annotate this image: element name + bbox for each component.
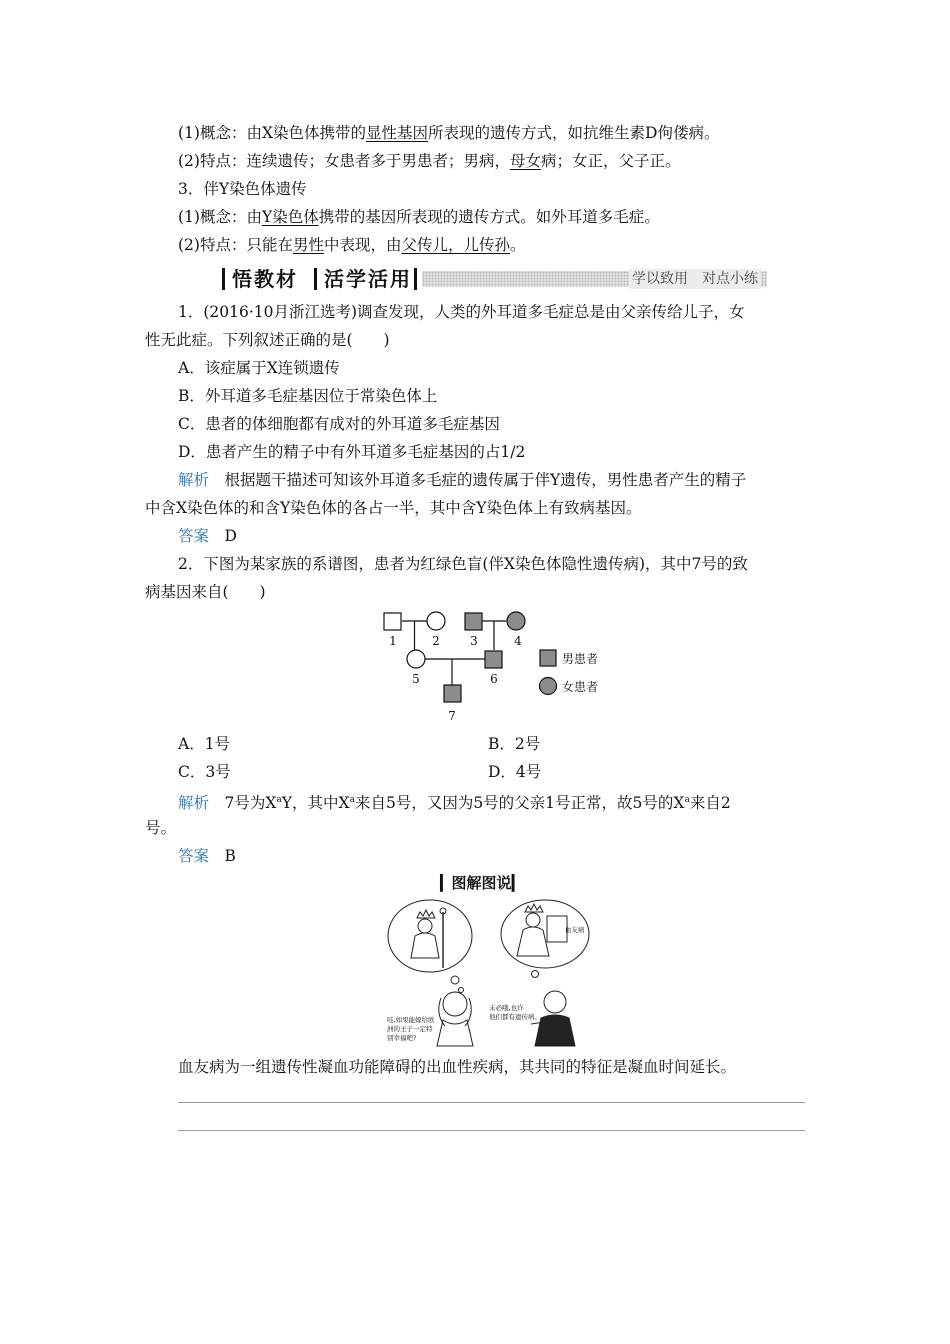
banner-bar-mid	[314, 268, 317, 290]
q1-answer-label: 答案	[178, 527, 210, 545]
figure-title: ▎图解图说▎	[440, 874, 524, 892]
book-icon	[547, 916, 567, 942]
label-1: 1	[389, 634, 397, 648]
q2-option-c: C．3号	[178, 763, 231, 781]
queen-head	[526, 913, 540, 927]
heading-y-linked: 3．伴Y染色体遗传	[178, 180, 307, 198]
q2-stem: 2．下图为某家族的系谱图，患者为红绿色盲(伴X染色体隐性遗传病)，其中7号的致	[178, 555, 748, 573]
individual-6-affected-male	[485, 651, 502, 668]
man-head	[544, 991, 566, 1013]
legend-affected-female-symbol	[540, 678, 557, 695]
feature-y-linked: (2)特点：只能在男性中表现，由父传儿，儿传孙。	[178, 236, 526, 254]
woman-speech-line-2: 洲的王子一定特	[387, 1025, 433, 1033]
feature-x-dominant: (2)特点：连续遗传；女患者多于男患者；男病，母女病；女正，父子正。	[178, 152, 681, 170]
banner-title-1: 悟教材	[232, 267, 298, 291]
individual-2-female	[427, 612, 445, 630]
q1-option-c: C．患者的体细胞都有成对的外耳道多毛症基因	[178, 415, 500, 433]
q2-option-b: B．2号	[488, 735, 541, 753]
man-speech-line-1: 未必哦,也许	[489, 1004, 524, 1012]
king-head	[418, 919, 432, 933]
q1-stem: 1．(2016·10月浙江选考)调查发现，人类的外耳道多毛症总是由父亲传给儿子，女	[178, 303, 745, 321]
label-2: 2	[432, 634, 440, 648]
q1-answer: 答案 D	[178, 527, 237, 545]
q2-option-a: A．1号	[178, 735, 231, 753]
individual-4-affected-female	[507, 612, 525, 630]
q2-explanation-label: 解析	[178, 794, 210, 812]
label-5: 5	[412, 672, 420, 686]
thought-bubble-right	[501, 900, 589, 968]
crown-icon-left	[417, 910, 435, 918]
thought-dot-right-1	[532, 971, 539, 978]
concept-x-dominant: (1)概念：由X染色体携带的显性基因所表现的遗传方式，如抗维生素D佝偻病。	[178, 124, 720, 142]
woman-head	[443, 992, 467, 1016]
q2-answer-label: 答案	[178, 847, 210, 865]
crown-icon-right	[525, 904, 543, 912]
thought-dot-left-2	[459, 988, 464, 993]
woman-speech-line-1: 哇,如果能嫁给欧	[387, 1016, 435, 1024]
q1-option-b: B．外耳道多毛症基因位于常染色体上	[178, 387, 438, 405]
q2-explanation: 解析 7号为$X^aY$，其中$X^a$来自5号，又因为5号的父亲1号正常，故5号的$X^a$来自2	[178, 794, 731, 812]
q2-option-d: D．4号	[488, 763, 542, 781]
man-suit	[535, 1015, 575, 1046]
q1-explanation-cont: 中含X染色体的和含Y染色体的各占一半，其中含Y染色体上有致病基因。	[145, 499, 642, 517]
label-7: 7	[448, 709, 456, 723]
book-label: 血友病	[565, 926, 585, 934]
banner-subtitle: 学以致用 对点小练	[629, 269, 761, 289]
legend-affected-female-label: 女患者	[562, 680, 599, 694]
label-6: 6	[490, 672, 498, 686]
thought-dot-left-1	[451, 976, 459, 984]
queen-body	[517, 927, 549, 956]
thought-bubble-left	[388, 900, 472, 972]
man-speech-line-2: 他们都有遗传病。	[489, 1013, 541, 1021]
q1-explanation: 解析 根据题干描述可知该外耳道多毛症的遗传属于伴Y遗传，男性患者产生的精子	[178, 471, 747, 489]
label-3: 3	[470, 634, 478, 648]
q2-explanation-cont: 号。	[145, 819, 177, 837]
q1-option-d: D．患者产生的精子中有外耳道多毛症基因的占1/2	[178, 443, 526, 461]
concept-y-linked: (1)概念：由Y染色体携带的基因所表现的遗传方式。如外耳道多毛症。	[178, 208, 660, 226]
individual-1-male	[384, 613, 401, 630]
q1-explanation-label: 解析	[178, 471, 210, 489]
q2-stem-cont: 病基因来自( )	[145, 583, 266, 601]
answer-rule-1	[178, 1102, 805, 1103]
king-body	[411, 933, 439, 958]
legend-affected-male-symbol	[540, 650, 556, 666]
hemophilia-cartoon	[385, 898, 615, 1048]
individual-5-female	[407, 650, 425, 668]
q2-answer: 答案 B	[178, 847, 236, 865]
pedigree-diagram	[370, 605, 620, 725]
individual-7-affected-male	[444, 685, 461, 702]
banner-bar-left	[222, 268, 225, 290]
woman-speech-line-3: 别幸福吧?	[387, 1034, 417, 1042]
q1-stem-cont: 性无此症。下列叙述正确的是( )	[145, 331, 390, 349]
banner-title-2: 活学活用	[324, 267, 412, 291]
individual-3-affected-male	[465, 613, 482, 630]
woman-body	[437, 1020, 473, 1046]
legend-affected-male-label: 男患者	[562, 652, 599, 666]
section-banner	[222, 266, 767, 292]
banner-bar-right	[414, 268, 417, 290]
q1-option-a: A．该症属于X连锁遗传	[178, 359, 340, 377]
figure-caption: 血友病为一组遗传性凝血功能障碍的出血性疾病，其共同的特征是凝血时间延长。	[178, 1058, 737, 1076]
label-4: 4	[514, 634, 522, 648]
answer-rule-2	[178, 1130, 805, 1131]
